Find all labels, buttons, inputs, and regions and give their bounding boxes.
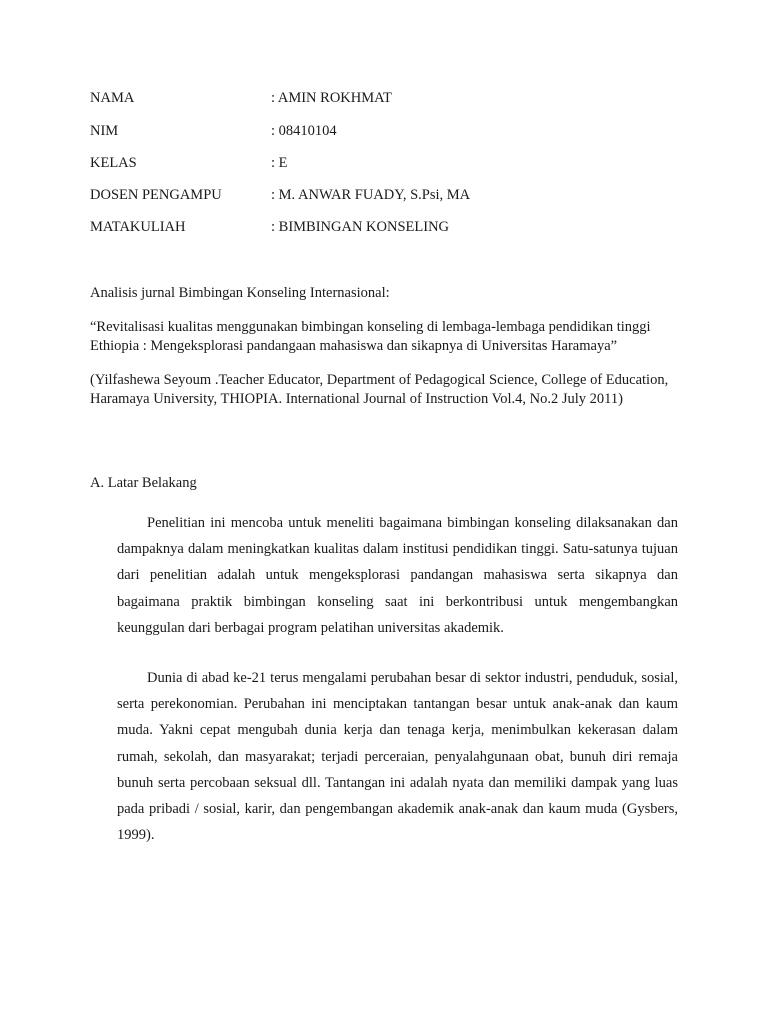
- kelas-label: KELAS: [90, 155, 137, 171]
- analysis-heading: Analisis jurnal Bimbingan Konseling Internasional:: [90, 285, 390, 301]
- section-a-heading: A. Latar Belakang: [90, 475, 197, 491]
- nim-value: : 08410104: [271, 123, 337, 139]
- name-value: : AMIN ROKHMAT: [271, 90, 392, 106]
- matakuliah-value: : BIMBINGAN KONSELING: [271, 219, 450, 235]
- journal-title: “Revitalisasi kualitas menggunakan bimbingan konseling di lembaga-lembaga pendidikan tinggi Ethiopia : Mengeksplorasi pandangaan mahasiswa dan sikapnya di Universitas Haramaya”: [90, 319, 651, 354]
- section-a-paragraph-1: Penelitian ini mencoba untuk meneliti bagaimana bimbingan konseling dilaksanakan dan dampaknya dalam meningkatkan kualitas dalam institusi pendidikan tinggi. Satu-satunya tujuan dari penelitian adalah untuk mengeksplorasi pandangan mahasiswa serta sikapnya dan bagaimana praktik bimbingan konseling saat ini berkontribusi untuk mengembangkan keunggulan dari berbagai program pelatihan universitas akademik.: [117, 515, 678, 636]
- section-a-paragraph-2: Dunia di abad ke-21 terus mengalami perubahan besar di sektor industri, penduduk, sosial, serta perekonomian. Perubahan ini menciptakan tantangan besar untuk anak-anak dan kaum muda. Yakni cepat mengubah dunia kerja dan tenaga kerja, menimbulkan kekerasan dalam rumah, sekolah, dan masyarakat; terjadi perceraian, penyalahgunaan obat, bunuh diri remaja bunuh serta percobaan seksual dll. Tantangan ini adalah nyata dan memiliki dampak yang luas pada pribadi / sosial, karir, dan pengembangan akademik anak-anak dan kaum muda (Gysbers, 1999).: [117, 670, 678, 844]
- nim-label: NIM: [90, 123, 119, 139]
- dosen-value: : M. ANWAR FUADY, S.Psi, MA: [271, 187, 471, 203]
- journal-citation: (Yilfashewa Seyoum .Teacher Educator, Department of Pedagogical Science, College of Education, Haramaya University, THIOPIA. International Journal of Instruction Vol.4, No.2 July 2011): [90, 372, 669, 407]
- kelas-value: : E: [271, 155, 288, 171]
- name-label: NAMA: [90, 90, 135, 106]
- matakuliah-label: MATAKULIAH: [90, 219, 186, 235]
- dosen-label: DOSEN PENGAMPU: [90, 187, 222, 203]
